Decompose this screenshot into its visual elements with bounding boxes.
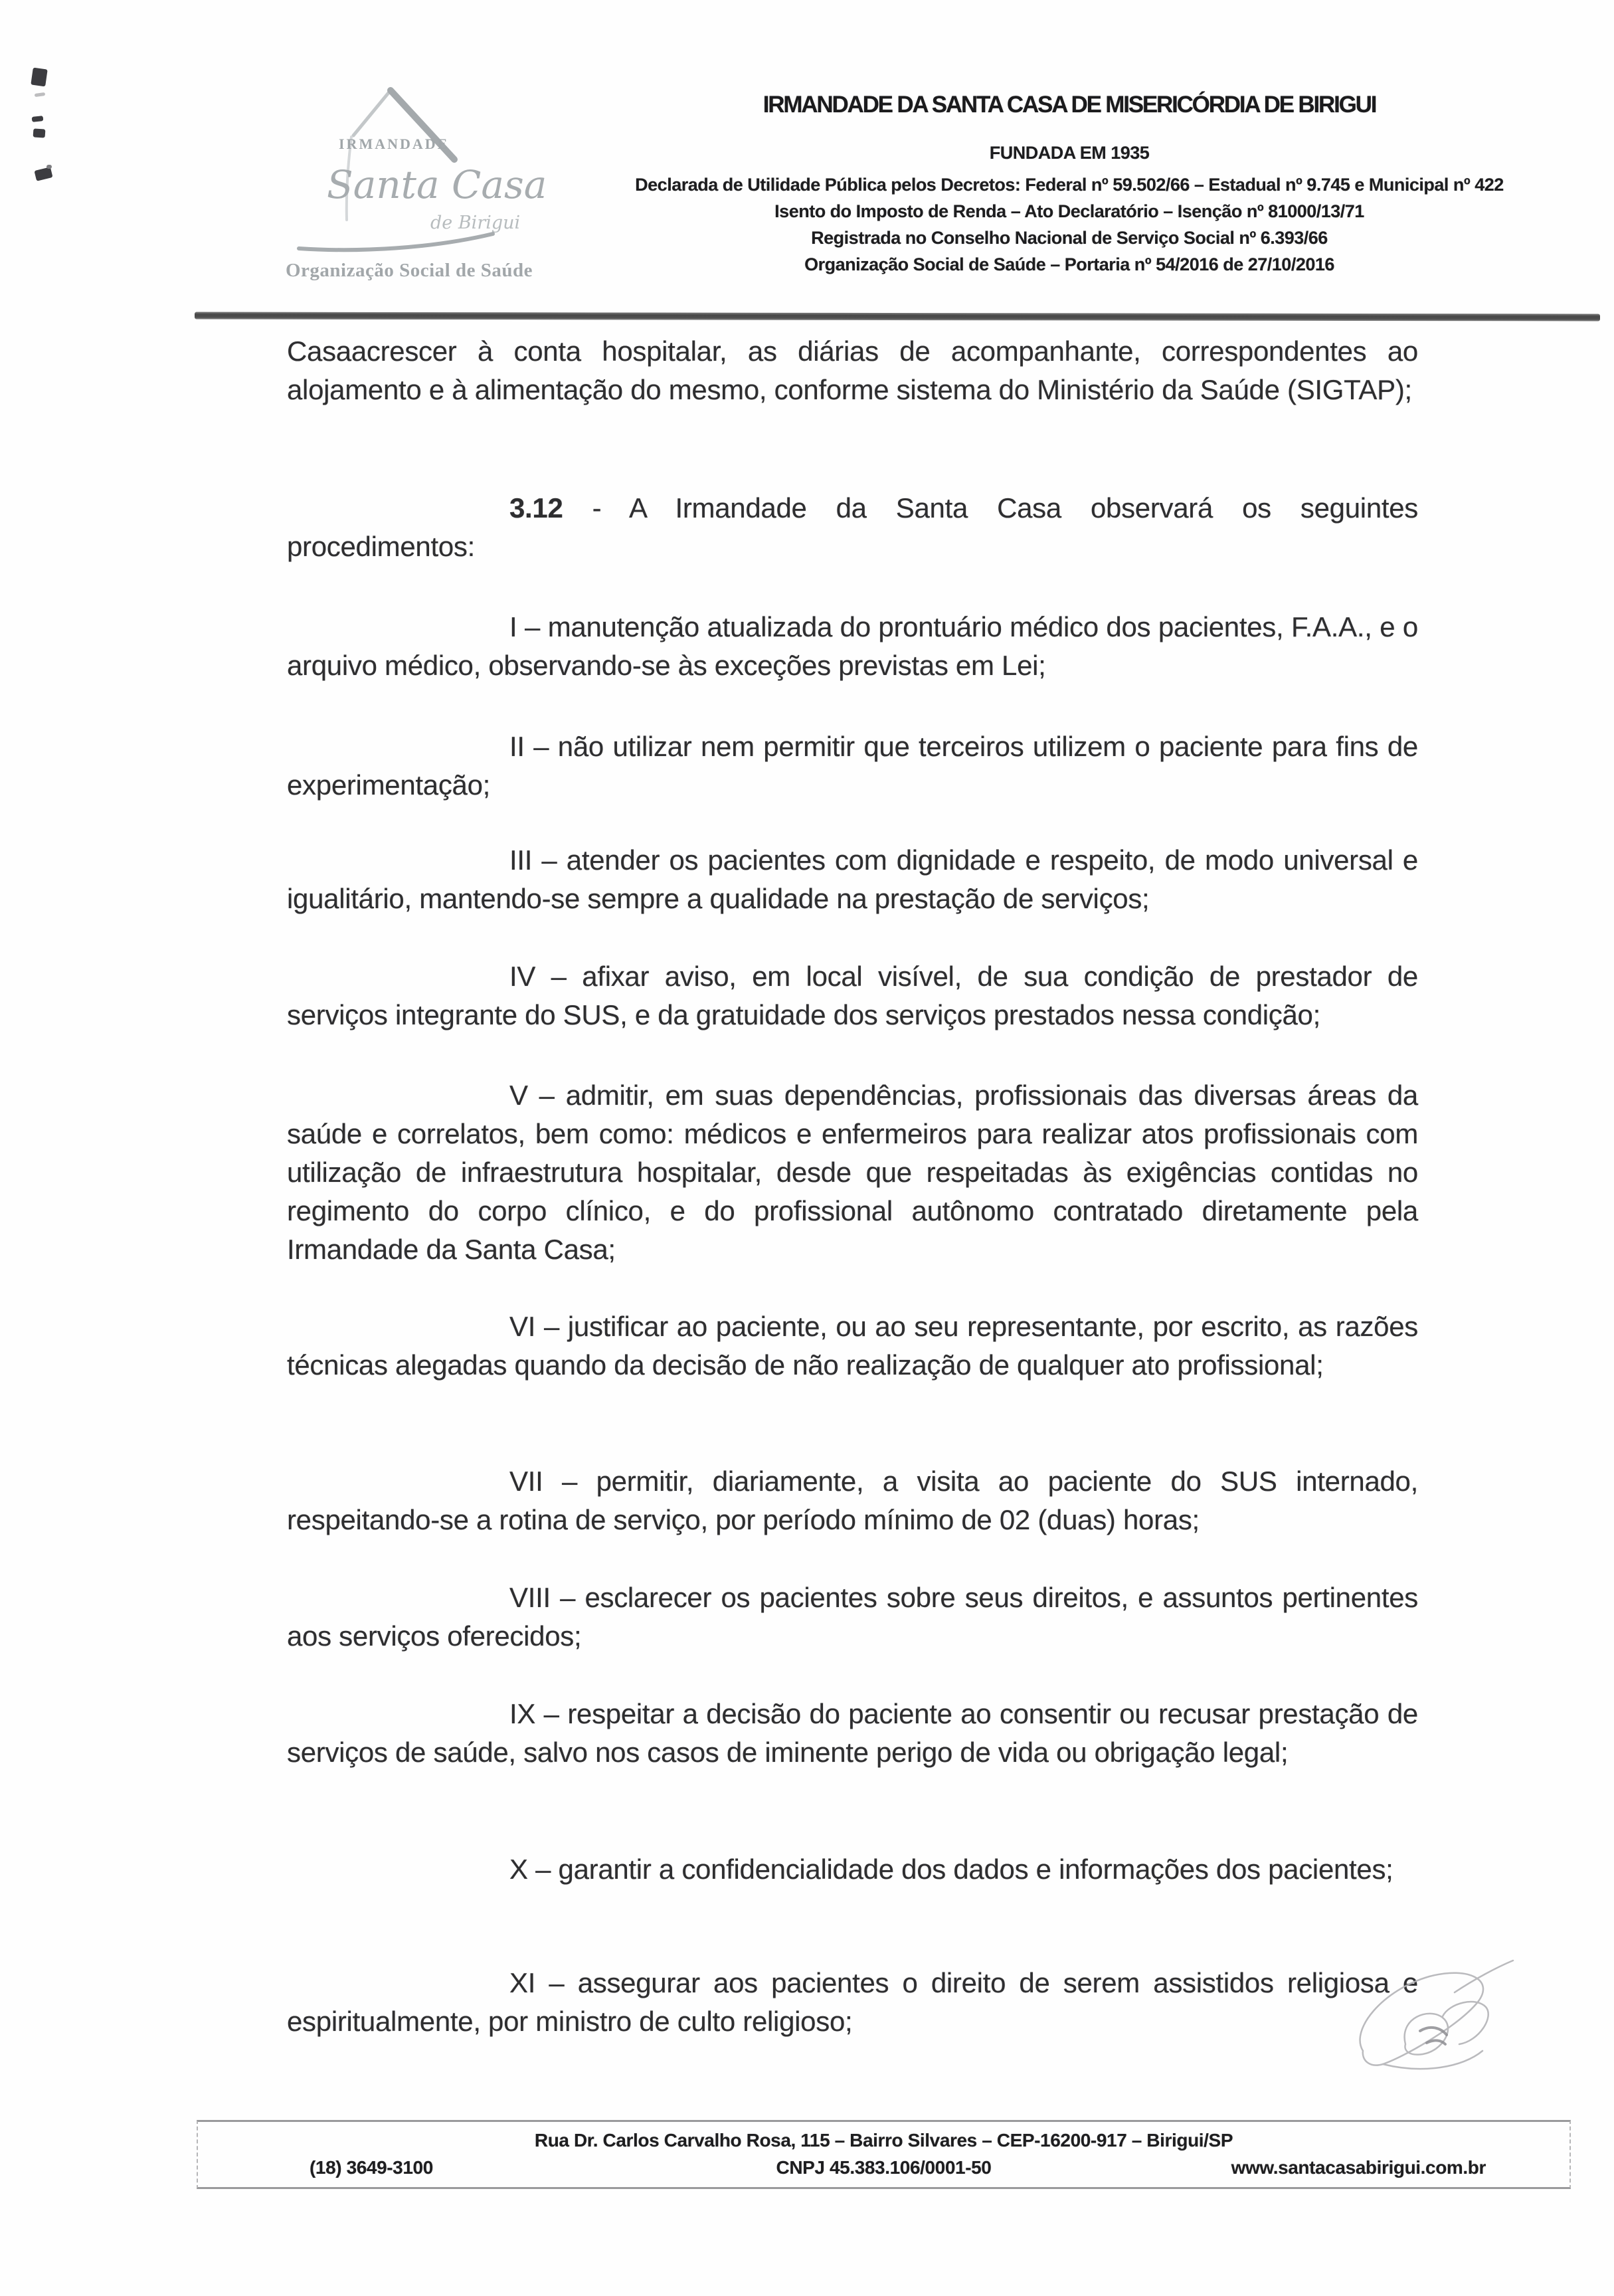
footer-cnpj: CNPJ 45.383.106/0001-50 [776, 2157, 992, 2178]
clause-item-v: V – admitir, em suas dependências, profissionais das diversas áreas da saúde e correlatos, bem como: médicos e enfermeiros para realizar atos profissionais com utilização de infraestrutura hospitalar, desde que respeitadas às exigências contidas no regimento do corpo clínico, e do profissional autônomo contratado diretamente pela Irmandade da Santa Casa; [287, 1080, 1418, 1265]
clause-item-ii: II – não utilizar nem permitir que terceiros utilizem o paciente para fins de experimentação; [287, 731, 1418, 801]
clause-text: - A Irmandade da Santa Casa observará os seguintes procedimentos: [287, 492, 1419, 562]
clause-item-x: X – garantir a confidencialidade dos dados e informações dos pacientes; [509, 1854, 1393, 1885]
header-line-isencao: Isento do Imposto de Renda – Ato Declaratório – Isenção nº 81000/13/71 [774, 201, 1364, 221]
header-divider [195, 312, 1600, 322]
clause-item-iii: III – atender os pacientes com dignidade e respeito, de modo universal e igualitário, mantendo-se sempre a qualidade na prestação de serviços; [287, 844, 1418, 914]
logo-organizacao-label: Organização Social de Saúde [286, 260, 533, 281]
clause-item-vi: VI – justificar ao paciente, ou ao seu representante, por escrito, as razões técnicas alegadas quando da decisão de não realização de qualquer ato profissional; [287, 1311, 1418, 1381]
footer-website: www.santacasabirigui.com.br [1231, 2157, 1486, 2178]
clause-item-xi: XI – assegurar aos pacientes o direito de serem assistidos religiosa e espiritualmente, por ministro de culto religioso; [287, 1967, 1418, 2037]
logo-de-birigui-label: de Birigui [430, 213, 521, 233]
scan-artifact [32, 116, 44, 122]
santa-casa-logo [279, 84, 571, 313]
roof-icon [279, 84, 571, 313]
clause-item-iv: IV – afixar aviso, em local visível, de sua condição de prestador de serviços integrante do SUS, e da gratuidade dos serviços prestados nessa condição; [287, 961, 1418, 1030]
header-line-decrees: Declarada de Utilidade Pública pelos Decretos: Federal nº 59.502/66 – Estadual nº 9.745 e Municipal nº 422 [635, 175, 1504, 195]
header-line-registro: Registrada no Conselho Nacional de Serviço Social nº 6.393/66 [811, 228, 1328, 248]
clause-3-12-paragraph [287, 489, 1418, 566]
scan-artifact [35, 92, 46, 97]
clause-item-i: I – manutenção atualizada do prontuário médico dos pacientes, F.A.A., e o arquivo médico, observando-se às exceções previstas em Lei; [287, 611, 1418, 681]
logo-santa-casa-label: Santa Casa [327, 162, 547, 207]
clause-item-vii: VII – permitir, diariamente, a visita ao paciente do SUS internado, respeitando-se a rotina de serviço, por período mínimo de 02 (duas) horas; [287, 1466, 1418, 1535]
clause-item-viii: VIII – esclarecer os pacientes sobre seus direitos, e assuntos pertinentes aos serviços oferecidos; [287, 1582, 1418, 1652]
letterhead [571, 92, 1568, 278]
footer-contact-row [198, 2157, 1569, 2181]
logo-swoosh [299, 234, 493, 250]
page-title: IRMANDADE DA SANTA CASA DE MISERICÓRDIA DE BIRIGUI [762, 92, 1376, 118]
intro-paragraph: Casaacrescer à conta hospitalar, as diárias de acompanhante, correspondentes ao alojamento e à alimentação do mesmo, conforme sistema do Ministério da Saúde (SIGTAP); [287, 335, 1418, 405]
clause-item-ix: IX – respeitar a decisão do paciente ao consentir ou recusar prestação de serviços de saúde, salvo nos casos de iminente perigo de vida ou obrigação legal; [287, 1698, 1418, 1768]
footer-address: Rua Dr. Carlos Carvalho Rosa, 115 – Bairro Silvares – CEP-16200-917 – Birigui/SP [534, 2130, 1233, 2151]
signature-scribble [1342, 1950, 1534, 2103]
footer-box [197, 2120, 1571, 2189]
scan-artifact [46, 165, 52, 169]
logo-irmandade-label: IRMANDADE [339, 136, 450, 152]
header-line-portaria: Organização Social de Saúde – Portaria nº 54/2016 de 27/10/2016 [804, 254, 1334, 274]
footer-phone: (18) 3649-3100 [310, 2157, 433, 2178]
scan-artifact [34, 167, 52, 181]
clause-number: 3.12 [509, 492, 563, 524]
scan-artifact [33, 128, 46, 138]
founded-line: FUNDADA EM 1935 [989, 143, 1150, 163]
scan-artifact [31, 68, 47, 87]
